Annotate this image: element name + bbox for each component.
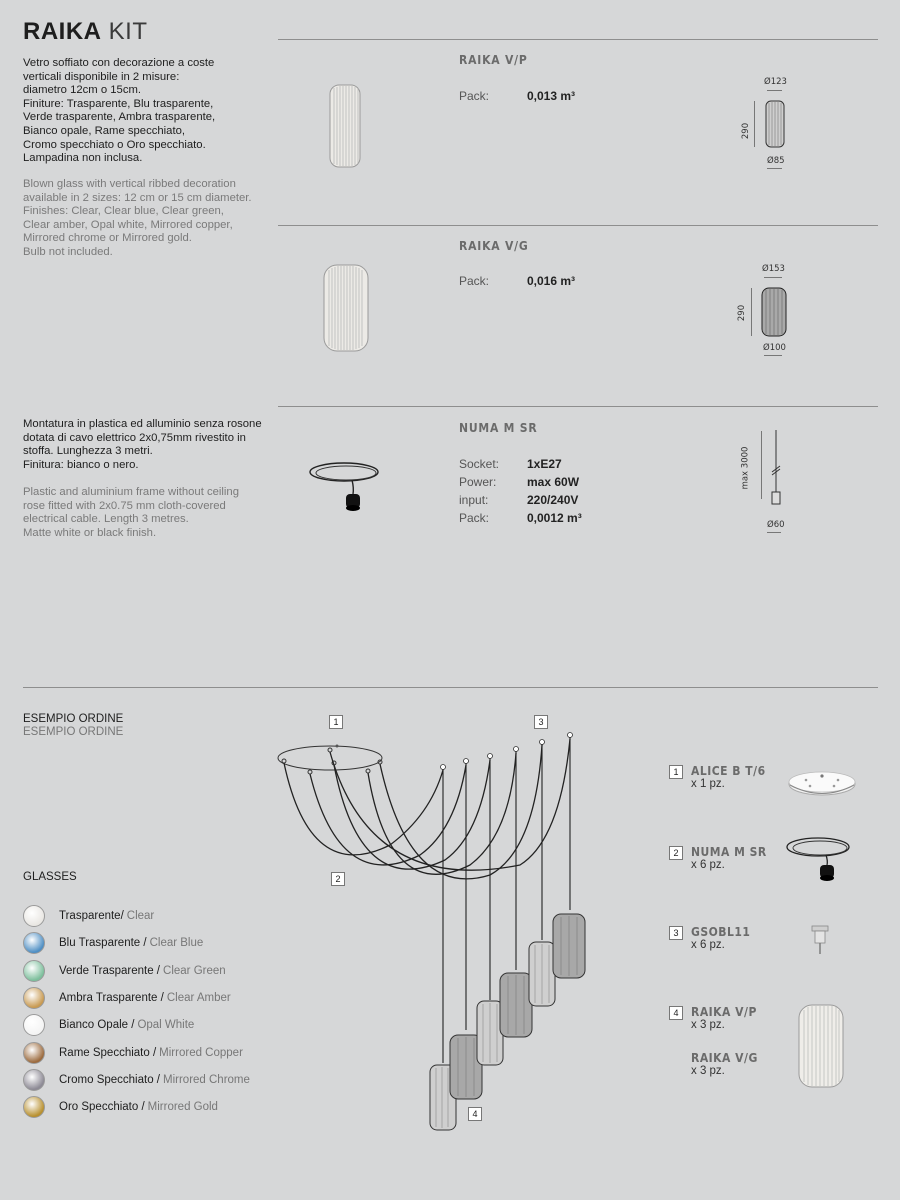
- text-line: rose fitted with 2x0.75 mm cloth-covered: [23, 499, 226, 512]
- order-item-qty: x 3 pz.: [691, 1019, 725, 1031]
- order-subheading: ESEMPIO ORDINE: [23, 726, 124, 738]
- text-line: Plastic and aluminium frame without ceiling: [23, 486, 239, 498]
- dim-line: [767, 168, 782, 169]
- text-line: diametro 12cm o 15cm.: [23, 84, 142, 97]
- text-line: Finiture: Trasparente, Blu trasparente,: [23, 97, 214, 110]
- spec-row: [459, 509, 582, 527]
- spec-row: [459, 455, 582, 473]
- order-item-code: ALICE B T/6: [691, 764, 766, 778]
- text-line: available in 2 sizes: 12 cm or 15 cm diameter.: [23, 191, 252, 204]
- glass-swatch-icon: [23, 1042, 45, 1064]
- order-item-num: 2: [669, 846, 683, 860]
- glasses-heading: GLASSES: [23, 871, 77, 883]
- spec-value: 220/240V: [527, 493, 579, 507]
- dim-top: Ø153: [762, 264, 785, 274]
- glass-swatch-icon: [23, 932, 45, 954]
- glass-name-italian: Cromo Specchiato /: [59, 1073, 160, 1086]
- glass-name-italian: Verde Trasparente /: [59, 964, 161, 977]
- spec-value: 0,013 m³: [527, 89, 576, 103]
- order-item-qty: x 6 pz.: [691, 939, 725, 951]
- text-line: Lampadina non inclusa.: [23, 152, 143, 165]
- page-title: [23, 18, 148, 46]
- glass-name-italian: Blu Trasparente /: [59, 937, 147, 950]
- text-line: Clear amber, Opal white, Mirrored copper,: [23, 218, 233, 231]
- glass-finish-item: [23, 904, 154, 928]
- dim-line: [761, 431, 762, 499]
- glass-name-english: Clear: [126, 910, 155, 922]
- dim-line: [764, 355, 782, 356]
- text-line: Bianco opale, Rame specchiato,: [23, 124, 186, 137]
- text-line: Finishes: Clear, Clear blue, Clear green,: [23, 205, 224, 218]
- dim-line: [767, 90, 782, 91]
- gsobl11-hook-image: [808, 922, 832, 958]
- numa-cable-image: [306, 458, 386, 518]
- order-item-qty: x 1 pz.: [691, 778, 725, 790]
- text-line: Vetro soffiato con decorazione a coste: [23, 57, 215, 69]
- glass-name-english: Clear Green: [163, 964, 226, 977]
- glass-name-english: Clear Blue: [149, 937, 204, 950]
- order-item-num: 4: [669, 1006, 683, 1020]
- raika-vp-glass-image: [322, 82, 368, 170]
- glass-name-english: Opal White: [137, 1019, 195, 1032]
- dim-side: max 3000: [740, 446, 751, 490]
- text-line: Bulb not included.: [23, 245, 113, 258]
- glass-finish-item: [23, 1068, 250, 1092]
- raika-vp-drawing: [764, 100, 786, 148]
- spec-key: input:: [459, 493, 489, 507]
- spec-key: Power:: [459, 475, 497, 489]
- dim-line: [764, 277, 782, 278]
- glass-swatch-icon: [23, 987, 45, 1009]
- glass-finish-item: [23, 959, 226, 983]
- spec-row: [459, 491, 582, 509]
- dim-line: [754, 101, 755, 147]
- order-item-code: NUMA M SR: [691, 845, 767, 859]
- spec-value: 0,016 m³: [527, 274, 576, 288]
- text-line: stoffa. Lunghezza 3 metri.: [23, 445, 153, 458]
- intro-italian: [23, 57, 215, 166]
- intro-english: [23, 178, 252, 260]
- glass-swatch-icon: [23, 960, 45, 982]
- glass-name-english: Mirrored Gold: [147, 1101, 218, 1114]
- raika-glass-image: [795, 1002, 847, 1090]
- text-line: dotata di cavo elettrico 2x0,75mm rivestito in: [23, 431, 246, 444]
- spec-list: [459, 272, 575, 290]
- spec-row: [459, 87, 575, 105]
- dim-line: [767, 532, 781, 533]
- spec-row: [459, 272, 575, 290]
- order-item-qty: x 3 pz.: [691, 1065, 725, 1077]
- order-heading: ESEMPIO ORDINE: [23, 713, 124, 725]
- glass-finish-item: [23, 986, 231, 1010]
- text-line: Mirrored chrome or Mirrored gold.: [23, 232, 192, 245]
- glass-finish-item: [23, 1041, 243, 1065]
- order-item-code: GSOBL11: [691, 925, 751, 939]
- glass-name-italian: Rame Specchiato /: [59, 1046, 157, 1059]
- spec-list: [459, 87, 575, 105]
- glass-name-italian: Oro Specchiato /: [59, 1101, 145, 1114]
- glass-name-italian: Bianco Opale /: [59, 1019, 135, 1032]
- text-line: verticali disponibile in 2 misure:: [23, 70, 180, 83]
- glass-name-english: Mirrored Copper: [159, 1046, 243, 1059]
- diagram-label-3: 3: [534, 715, 548, 729]
- glass-name-english: Clear Amber: [166, 991, 231, 1004]
- divider: [278, 225, 878, 226]
- text-line: Finitura: bianco o nero.: [23, 458, 139, 471]
- raika-vg-drawing: [761, 287, 787, 337]
- dim-bottom: Ø100: [763, 343, 786, 353]
- assembly-diagram: [270, 725, 600, 1140]
- spec-key: Pack:: [459, 511, 490, 525]
- frame-italian: [23, 418, 262, 472]
- frame-english: [23, 486, 239, 540]
- spec-value: max 60W: [527, 475, 580, 489]
- text-line: Blown glass with vertical ribbed decoration: [23, 178, 236, 190]
- text-line: Matte white or black finish.: [23, 526, 157, 539]
- glass-finish-item: [23, 1095, 218, 1119]
- spec-key: Pack:: [459, 274, 490, 288]
- spec-list: [459, 455, 582, 527]
- dim-bottom: Ø60: [767, 520, 785, 530]
- dim-side: 290: [741, 122, 752, 140]
- glass-name-italian: Ambra Trasparente /: [59, 991, 164, 1004]
- product-name: RAIKA V/P: [459, 53, 528, 67]
- glass-name-english: Mirrored Chrome: [163, 1073, 250, 1086]
- product-name: NUMA M SR: [459, 421, 538, 435]
- divider: [278, 406, 878, 407]
- dim-bottom: Ø85: [767, 156, 785, 166]
- spec-value: 0,0012 m³: [527, 511, 582, 525]
- spec-key: Socket:: [459, 457, 500, 471]
- product-name: RAIKA V/G: [459, 239, 529, 253]
- diagram-label-1: 1: [329, 715, 343, 729]
- order-item-num: 1: [669, 765, 683, 779]
- dim-side: 290: [737, 304, 748, 322]
- title-light: KIT: [108, 18, 148, 45]
- raika-vg-glass-image: [318, 262, 374, 354]
- order-item-num: 3: [669, 926, 683, 940]
- alice-canopy-image: [786, 762, 858, 802]
- text-line: electrical cable. Length 3 metres.: [23, 513, 189, 526]
- diagram-label-4: 4: [468, 1107, 482, 1121]
- text-line: Verde trasparente, Ambra trasparente,: [23, 111, 216, 124]
- glass-swatch-icon: [23, 1096, 45, 1118]
- divider: [23, 687, 878, 688]
- title-bold: RAIKA: [23, 18, 102, 45]
- glass-swatch-icon: [23, 905, 45, 927]
- glass-name-italian: Trasparente/: [59, 910, 124, 922]
- spec-value: 1xE27: [527, 457, 562, 471]
- spec-key: Pack:: [459, 89, 490, 103]
- glass-swatch-icon: [23, 1014, 45, 1036]
- text-line: Cromo specchiato o Oro specchiato.: [23, 138, 206, 151]
- glass-swatch-icon: [23, 1069, 45, 1091]
- order-item-qty: x 6 pz.: [691, 859, 725, 871]
- dim-top: Ø123: [764, 77, 787, 87]
- divider: [278, 39, 878, 40]
- dim-line: [751, 288, 752, 336]
- numa-drawing: [766, 430, 786, 510]
- diagram-label-2: 2: [331, 872, 345, 886]
- order-item-code: RAIKA V/G: [691, 1051, 758, 1065]
- glass-finish-item: [23, 931, 203, 955]
- numa-cable-image: [784, 832, 856, 887]
- text-line: Montatura in plastica ed alluminio senza rosone: [23, 418, 262, 430]
- order-item-code: RAIKA V/P: [691, 1005, 757, 1019]
- spec-row: [459, 473, 582, 491]
- glass-finish-item: [23, 1013, 194, 1037]
